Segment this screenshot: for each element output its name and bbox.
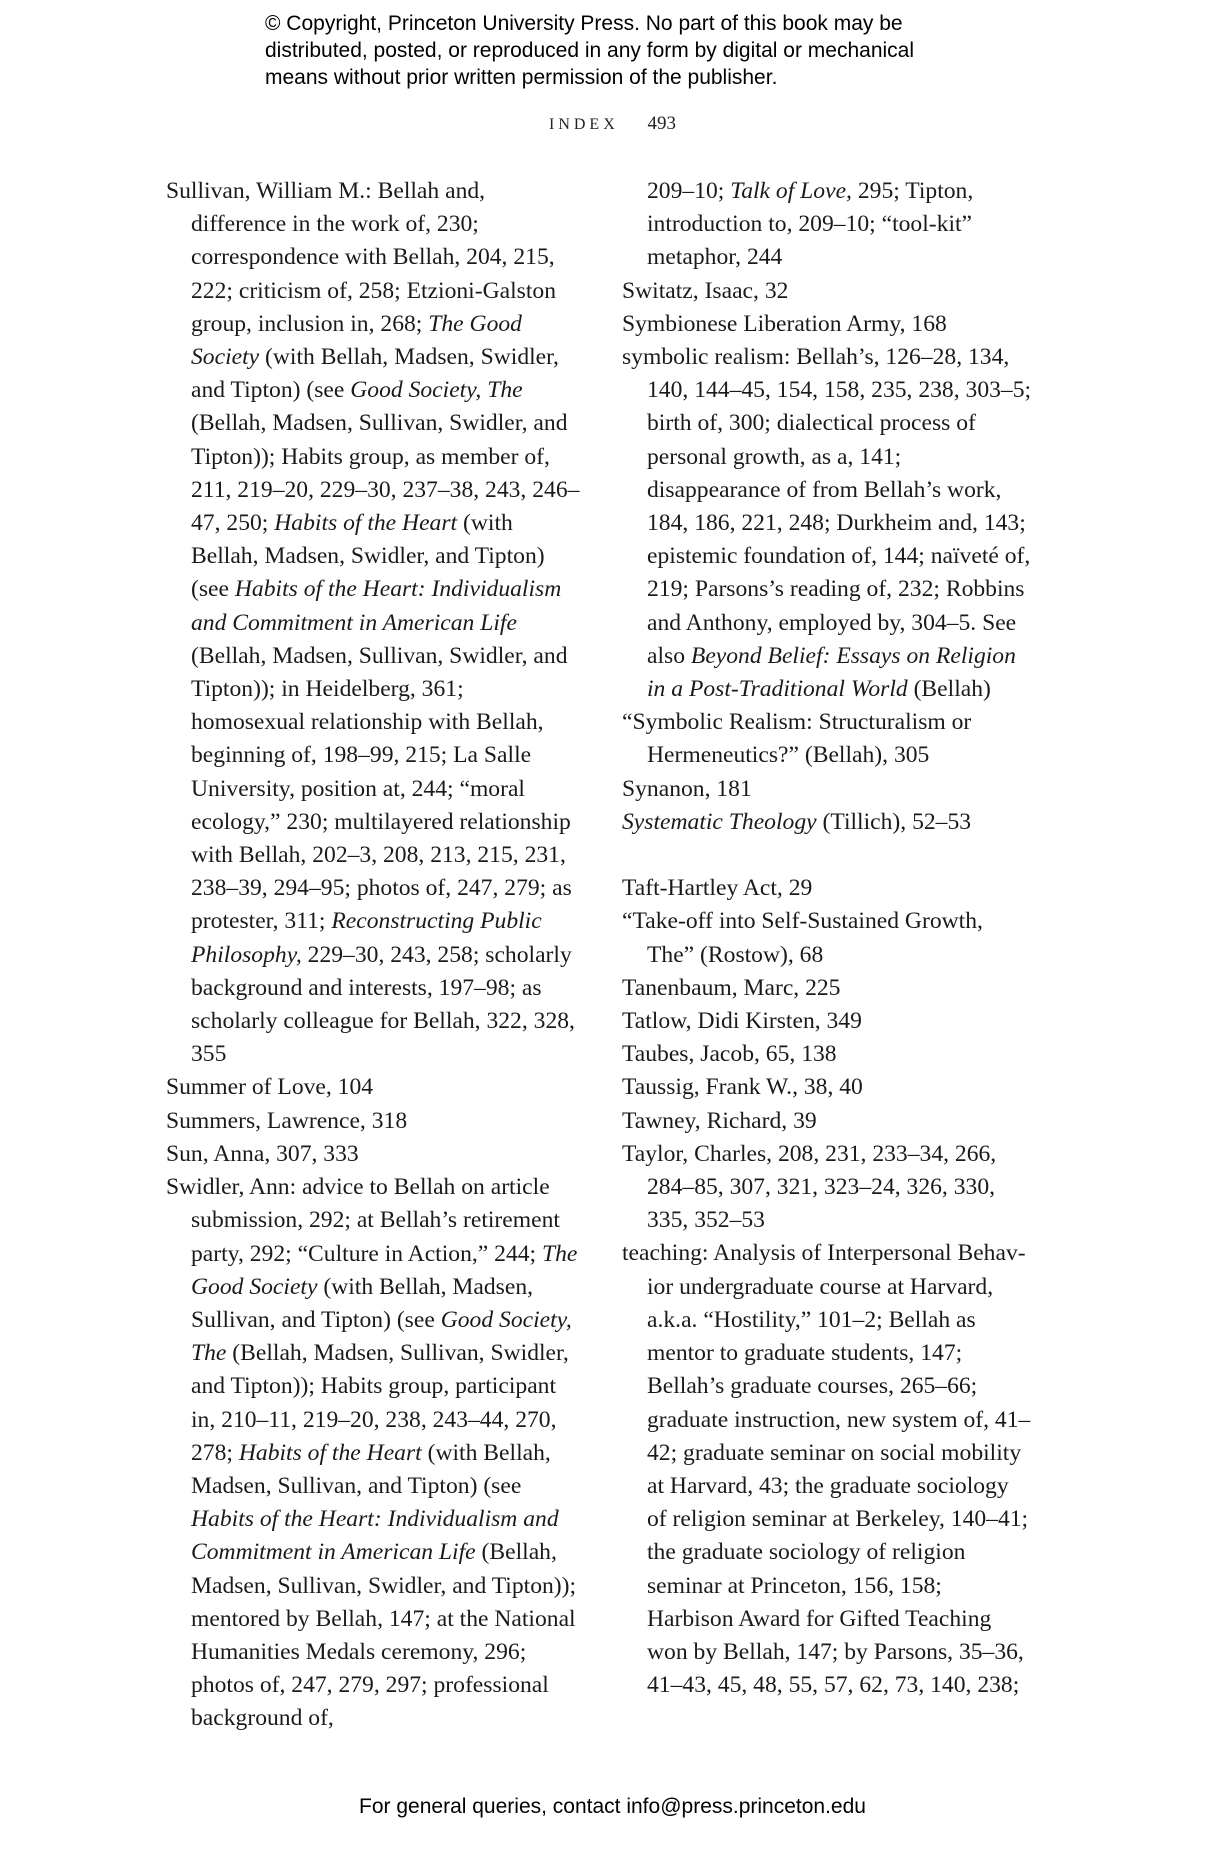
- index-entry-summer-of-love: [166, 1071, 582, 1104]
- entry-text: “Symbolic Realism: Structuralism or Hermeneutics?” (Bellah), 305: [622, 709, 972, 769]
- index-entry-taylor: [622, 1138, 1032, 1238]
- entry-text: Beyond Belief: Essays on Religion in a Post-Traditional World: [647, 642, 1016, 703]
- entry-text: 229–30, 243, 258; scholarly background and interests, 197–98; as scholarly colleague for Bellah, 322, 328, 355: [191, 941, 575, 1068]
- entry-text: Reconstructing Public Philosophy,: [191, 908, 542, 968]
- entry-text: (Tillich), 52–53: [816, 808, 972, 835]
- entry-text: Habits of the Heart: Individualism and Commitment in American Life: [191, 576, 562, 636]
- entry-text: (Bellah): [907, 676, 991, 703]
- index-entry-summers: [166, 1105, 582, 1138]
- entry-text: (Bellah, Madsen, Sullivan, Swidler, and Tipton)); Habits group, as member of, 211, 219–20, 229–30, 237–38, 243, 246–47, 250;: [191, 410, 580, 537]
- entry-text: Switatz, Isaac, 32: [622, 277, 789, 304]
- entry-text: The Good Society: [191, 1240, 578, 1300]
- index-entry-tawney: [622, 1105, 1032, 1138]
- copyright-line: © Copyright, Princeton University Press. No part of this book may be: [265, 12, 903, 35]
- entry-text: (with Bellah, Madsen, Sullivan, and Tipton) (see: [191, 1273, 534, 1333]
- running-head: [0, 113, 1225, 135]
- index-entry-symbolic-realism-article: [622, 706, 1032, 772]
- index-entry-switatz: [622, 275, 1032, 308]
- entry-text: Taubes, Jacob, 65, 138: [622, 1041, 837, 1068]
- entry-text: teaching: Analysis of Interpersonal Behavior undergraduate course at Harvard, a.k.a. “Hostility,” 101–2; Bellah as mentor to graduate students, 147; Bellah’s graduate courses, 265–66; graduate instruction, new system of, 41–42; graduate seminar on social mobility at Harvard, 43; the graduate sociology of religion seminar at Berkeley, 140–41; the graduate sociology of religion seminar at Princeton, 156, 158; Harbison Award for Gifted Teaching won by Bellah, 147; by Parsons, 35–36, 41–43, 45, 48, 55, 57, 62, 73, 140, 238;: [622, 1240, 1031, 1699]
- entry-text: Sullivan, William M.: Bellah and, difference in the work of, 230; correspondence with Bellah, 204, 215, 222; criticism of, 258; Etzioni-Galston group, inclusion in, 268;: [166, 178, 556, 337]
- entry-text: symbolic realism: Bellah’s, 126–28, 134, 140, 144–45, 154, 158, 235, 238, 303–5; birth of, 300; dialectical process of personal growth, as a, 141; disappearance of from Bellah’s work, 184, 186, 221, 248; Durkheim and, 143; epistemic foundation of, 144; naïveté of, 219; Parsons’s reading of, 232; Robbins and Anthony, employed by, 304–5. See also: [622, 344, 1032, 669]
- index-entry-taubes: [622, 1038, 1032, 1071]
- entry-text: Habits of the Heart: [274, 510, 458, 537]
- entry-text: (Bellah, Madsen, Sullivan, Swidler, and Tipton)); in Heidelberg, 361; homosexual relationship with Bellah, beginning of, 198–99, 215; La Salle University, position at, 244; “moral ecology,” 230; multilayered relationship with Bellah, 202–3, 208, 213, 215, 231, 238–39, 294–95; photos of, 247, 279; as protester, 311;: [191, 642, 572, 935]
- copyright-line: means without prior written permission of the publisher.: [265, 66, 778, 89]
- entry-text: Taussig, Frank W., 38, 40: [622, 1074, 863, 1101]
- entry-text: Systematic Theology: [622, 808, 817, 835]
- footer-contact: For general queries, contact info@press.princeton.edu: [359, 1795, 866, 1818]
- entry-text: Good Society, The: [191, 1306, 572, 1367]
- entry-text: Swidler, Ann: advice to Bellah on article submission, 292; at Bellah’s retirement party, 292; “Culture in Action,” 244;: [166, 1174, 560, 1267]
- copyright-line: distributed, posted, or reproduced in any form by digital or mechanical: [265, 39, 915, 62]
- entry-text: 295; Tipton, introduction to, 209–10; “tool-kit” metaphor, 244: [647, 178, 974, 271]
- index-entry-symbionese: [622, 308, 1032, 341]
- entry-text: Sun, Anna, 307, 333: [166, 1140, 359, 1167]
- index-entry-take-off: [622, 905, 1032, 971]
- entry-text: Taft-Hartley Act, 29: [622, 875, 813, 902]
- index-entry-symbolic-realism: [622, 341, 1032, 706]
- entry-text: Habits of the Heart: Individualism and Commitment in American Life: [191, 1506, 559, 1566]
- index-entry-swidler: [166, 1171, 582, 1735]
- entry-text: 209–10;: [647, 178, 731, 204]
- index-column-right: [622, 175, 1032, 1702]
- entry-text: Summer of Love, 104: [166, 1074, 374, 1101]
- index-entry-synanon: [622, 773, 1032, 806]
- running-head-label: INDEX: [548, 116, 619, 133]
- entry-text: (with Bellah, Madsen, Sullivan, and Tipton) (see: [191, 1439, 551, 1499]
- entry-text: The Good Society: [191, 310, 522, 371]
- index-column-left: [166, 175, 582, 1736]
- entry-text: Tawney, Richard, 39: [622, 1107, 817, 1134]
- page-number: 493: [647, 113, 676, 134]
- entry-text: Symbionese Liberation Army, 168: [622, 310, 947, 337]
- index-entry-sullivan: [166, 175, 582, 1071]
- entry-text: Summers, Lawrence, 318: [166, 1107, 408, 1134]
- entry-text: Tatlow, Didi Kirsten, 349: [622, 1008, 862, 1035]
- entry-text: Good Society, The: [350, 377, 523, 404]
- entry-text: Tanenbaum, Marc, 225: [622, 974, 841, 1001]
- index-entry-swidler-cont: [622, 175, 1032, 275]
- index-entry-systematic-theology: [622, 806, 1032, 839]
- entry-text: Taylor, Charles, 208, 231, 233–34, 266, 284–85, 307, 321, 323–24, 326, 330, 335, 352–53: [622, 1140, 997, 1234]
- index-entry-teaching: [622, 1237, 1032, 1702]
- index-entry-sun: [166, 1138, 582, 1171]
- entry-text: Habits of the Heart: [238, 1439, 422, 1466]
- entry-text: (with Bellah, Madsen, Swidler, and Tipton) (see: [191, 510, 545, 603]
- entry-text: Talk of Love,: [730, 178, 852, 204]
- entry-text: “Take-off into Self-Sustained Growth, The” (Rostow), 68: [622, 908, 983, 968]
- index-entry-taft-hartley: [622, 872, 1032, 905]
- index-entry-tanenbaum: [622, 972, 1032, 1005]
- entry-text: (with Bellah, Madsen, Swidler, and Tipton) (see: [191, 344, 559, 404]
- index-entry-tatlow: [622, 1005, 1032, 1038]
- copyright-notice: [265, 10, 1025, 91]
- entry-text: (Bellah, Madsen, Sullivan, Swidler, and Tipton)); mentored by Bellah, 147; at the National Humanities Medals ceremony, 296; photos of, 247, 279, 297; professional background of,: [191, 1539, 577, 1732]
- index-entry-taussig: [622, 1071, 1032, 1104]
- entry-text: Synanon, 181: [622, 775, 752, 802]
- entry-text: (Bellah, Madsen, Sullivan, Swidler, and Tipton)); Habits group, participant in, 210–11, 219–20, 238, 243–44, 270, 278;: [191, 1340, 569, 1466]
